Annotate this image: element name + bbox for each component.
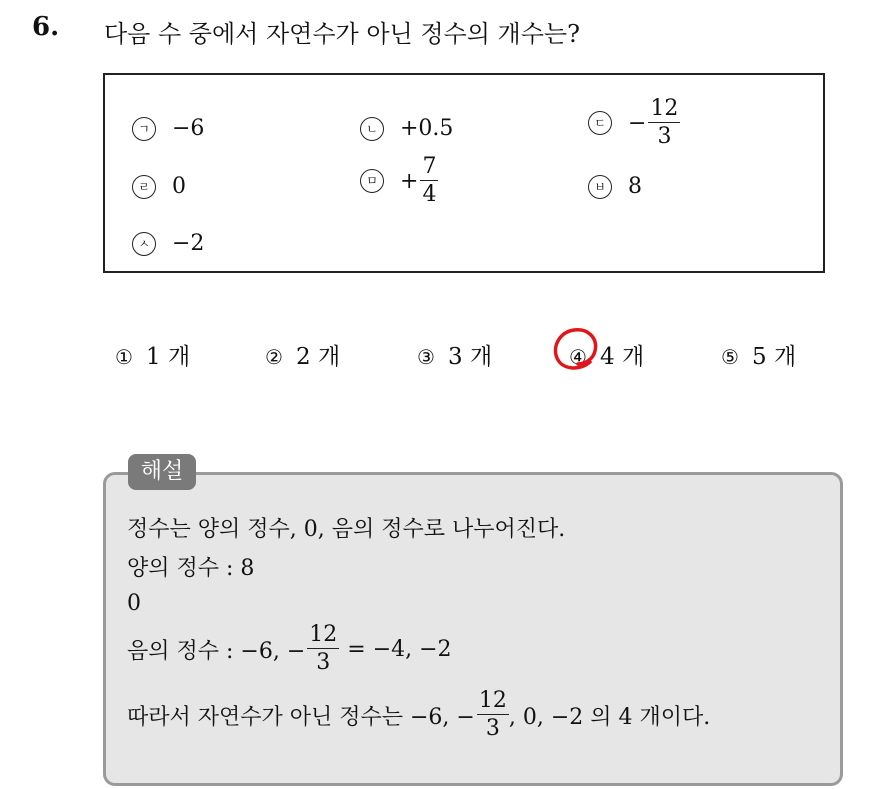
choice-label: 3 개 [448,344,493,370]
fraction [648,98,680,148]
item-a [132,116,204,141]
explanation-line-4 [127,624,452,674]
numerator: 12 [478,688,507,713]
question-number: 6. [32,12,60,42]
explanation-tab: 해설 [128,454,196,490]
fraction [477,690,509,740]
choice-number: ⑤ [721,345,739,369]
choice-label: 5 개 [752,344,797,370]
choice-label: 1 개 [146,344,191,370]
item-value: 0 [172,174,186,199]
item-marker: ㄴ [360,117,384,141]
choice-number: ③ [417,345,435,369]
denominator: 3 [657,124,672,149]
choice-label: 2 개 [296,344,341,370]
choice-2[interactable] [262,338,340,371]
explanation-line-2: 양의 정수 : 8 [127,556,255,581]
line-text: = −4, −2 [347,636,452,662]
explanation-line-3: 0 [127,591,141,616]
item-marker: ㅁ [360,169,384,193]
item-b [360,116,453,141]
item-marker: ㄱ [132,117,156,141]
item-c [588,98,680,148]
fraction [420,156,438,206]
line-text: , 0, −2 의 4 개이다. [508,704,711,730]
choice-label: 4 개 [600,344,645,370]
item-g [132,231,204,256]
item-sign: − [628,110,647,136]
line-text: 따라서 자연수가 아닌 정수는 −6, − [127,704,475,730]
item-marker: ㅂ [588,175,612,199]
item-marker: ㄹ [132,175,156,199]
choice-3[interactable] [414,338,492,371]
item-value: −2 [172,231,205,256]
denominator: 4 [422,182,437,207]
explanation-line-5 [127,690,710,740]
item-marker: ㄷ [588,111,612,135]
items-box [103,73,825,273]
choice-number: ④ [569,345,587,369]
line-text: 음의 정수 : −6, − [127,638,306,664]
item-marker: ㅅ [132,232,156,256]
item-e [360,156,438,206]
denominator: 3 [316,650,331,675]
item-d [132,174,186,199]
question-text: 다음 수 중에서 자연수가 아닌 정수의 개수는? [104,20,580,48]
answer-circle-mark [550,324,602,374]
choice-number: ① [115,345,133,369]
numerator: 12 [309,622,338,647]
item-value: 8 [628,174,642,199]
item-sign: + [400,168,419,194]
item-value: +0.5 [400,116,454,141]
choice-1[interactable] [112,338,190,371]
item-f [588,174,642,199]
choice-number: ② [265,345,283,369]
fraction [307,624,339,674]
choice-5[interactable] [718,338,796,371]
explanation-line-1: 정수는 양의 정수, 0, 음의 정수로 나누어진다. [127,517,566,542]
numerator: 7 [422,154,437,179]
item-value: −6 [172,116,205,141]
numerator: 12 [650,96,679,121]
denominator: 3 [485,716,500,741]
